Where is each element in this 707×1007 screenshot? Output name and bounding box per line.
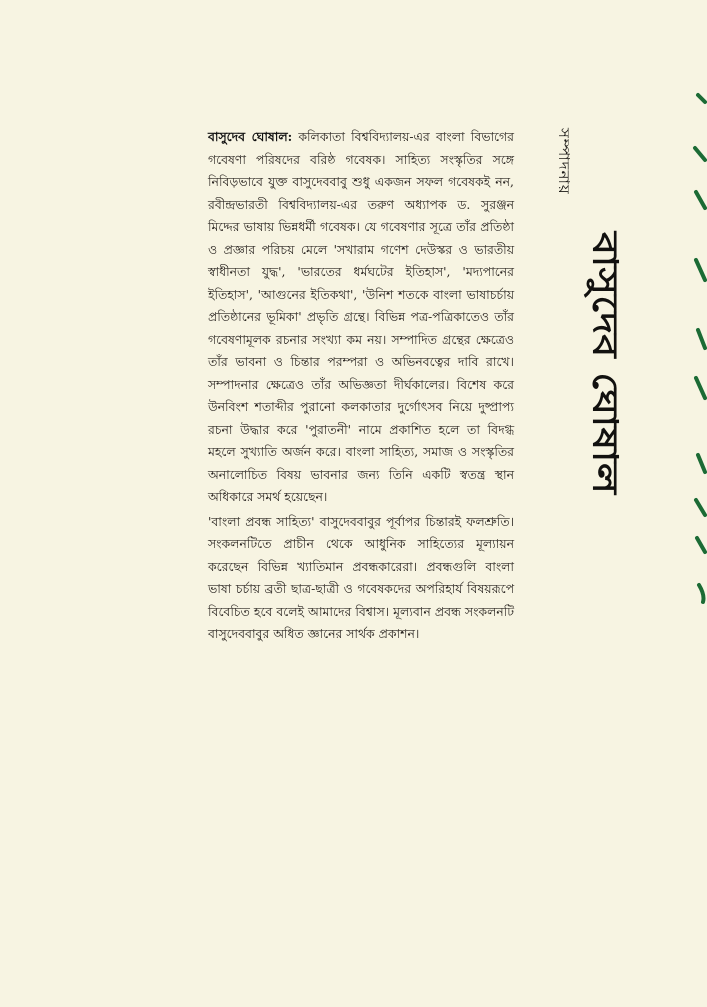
back-cover-text — [208, 126, 514, 646]
green-stroke-mark — [698, 95, 705, 102]
editor-name-title: বাসুদেব ঘোষাল — [585, 232, 626, 495]
green-stroke-mark — [698, 455, 705, 472]
green-stroke-mark — [698, 330, 705, 348]
green-stroke-mark — [696, 378, 705, 398]
green-stroke-mark — [696, 500, 705, 515]
green-stroke-mark — [697, 538, 705, 552]
author-bio-paragraph — [208, 126, 514, 509]
green-stroke-mark — [695, 148, 705, 160]
decorative-strokes — [686, 0, 707, 1007]
green-stroke-mark — [699, 585, 704, 602]
author-name: বাসুদেব ঘোষাল: — [208, 129, 293, 144]
green-stroke-mark — [696, 192, 705, 208]
author-bio-text: কলিকাতা বিশ্ববিদ্যালয়-এর বাংলা বিভাগের গবেষণা পরিষদের বরিষ্ঠ গবেষক। সাহিত্য সংস্কৃতির সঙ্গে নিবিড়ভাবে যুক্ত বাসুদেববাবু শুধু একজন সফল গবেষকই নন, রবীন্দ্রভারতী বিশ্ববিদ্যালয়-এর তরুণ অধ্যাপক ড. সুরঞ্জন মিদ্দের ভাষায় ভিন্নধর্মী গবেষক। যে গবেষণার সূত্রে তাঁর প্রতিষ্ঠা ও প্রজ্ঞার পরিচয় মেলে 'সখারাম গণেশ দেউস্কর ও ভারতীয় স্বাধীনতা যুদ্ধ', 'ভারতের ধর্মঘটের ইতিহাস', 'মদ্যপানের ইতিহাস', 'আগুনের ইতিকথা', 'উনিশ শতকে বাংলা ভাষাচর্চায় প্রতিষ্ঠানের ভূমিকা' প্রভৃতি গ্রন্থে। বিভিন্ন পত্র-পত্রিকাতেও তাঁর গবেষণামূলক রচনার সংখ্যা কম নয়। সম্পাদিত গ্রন্থের ক্ষেত্রেও তাঁর ভাবনা ও চিন্তার পরম্পরা ও অভিনবত্বের দাবি রাখে। সম্পাদনার ক্ষেত্রেও তাঁর অভিজ্ঞতা দীর্ঘকালের। বিশেষ করে উনবিংশ শতাব্দীর পুরানো কলকাতার দুর্গোৎসব নিয়ে দুষ্প্রাপ্য রচনা উদ্ধার করে 'পুরাতনী' নামে প্রকাশিত হলে তা বিদগ্ধ মহলে সুখ্যাতি অর্জন করে। বাংলা সাহিত্য, সমাজ ও সংস্কৃতির অনালোচিত বিষয় ভাবনার জন্য তিনি একটি স্বতন্ত্র স্থান অধিকারে সমর্থ হয়েছেন। — [208, 129, 514, 504]
green-stroke-mark — [696, 260, 705, 280]
book-description-paragraph: 'বাংলা প্রবন্ধ সাহিত্য' বাসুদেববাবুর পূর্বাপর চিন্তারই ফলশ্রুতি। সংকলনটিতে প্রাচীন থেকে আধুনিক সাহিত্যের মূল্যায়ন করেছেন বিভিন্ন খ্যাতিমান প্রবন্ধকারেরা। প্রবন্ধগুলি বাংলা ভাষা চর্চায় ব্রতী ছাত্র-ছাত্রী ও গবেষকদের অপরিহার্য বিষয়রূপে বিবেচিত হবে বলেই আমাদের বিশ্বাস। মূল্যবান প্রবন্ধ সংকলনটি বাসুদেববাবুর অধিত জ্ঞানের সার্থক প্রকাশন। — [208, 513, 514, 641]
editor-label: সম্পাদনায় — [555, 128, 573, 195]
